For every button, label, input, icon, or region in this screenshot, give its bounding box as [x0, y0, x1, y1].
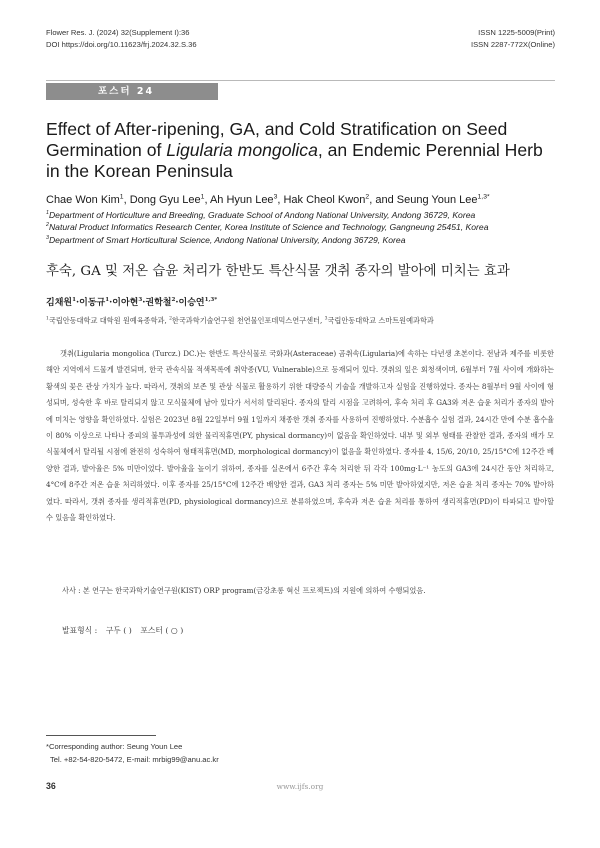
issn-header	[471, 27, 555, 51]
author-superscript: 3	[273, 193, 278, 201]
corresponding-author: *Corresponding author: Seung Youn Lee	[46, 742, 183, 751]
korean-affiliation-list	[46, 315, 566, 327]
author-superscript: 2	[365, 193, 370, 201]
affiliation-text: Department of Horticulture and Breeding, Graduate School of Andong National University, Andong 36729, Korea	[48, 210, 476, 220]
page-number: 36	[46, 781, 56, 791]
author-list	[46, 193, 560, 207]
journal-citation: Flower Res. J. (2024) 32(Supplement I):36	[46, 28, 190, 37]
korean-affiliation-superscript: 1	[46, 316, 49, 322]
korean-author-name: 김채원	[46, 298, 73, 308]
format-label: 발표형식 :	[62, 626, 98, 635]
korean-author-superscript: 1	[72, 297, 76, 303]
author-superscript: 1	[119, 193, 124, 201]
affiliation-text: Natural Product Informatics Research Center, Korea Institute of Science and Technology, Gangneung 25451, Korea	[48, 222, 489, 233]
acknowledgement: 사사 : 본 연구는 한국과학기술연구원(KIST) ORP program(금강초롱 혁신 프로젝트)의 지원에 의하여 수행되었음.	[62, 586, 426, 595]
author-separator: ,	[204, 194, 210, 206]
korean-author-separator: ·	[142, 298, 146, 308]
korean-author-separator: ·	[75, 298, 80, 308]
korean-author-name: 권학철	[145, 298, 172, 308]
korean-author-name: 이동규	[79, 298, 106, 308]
korean-author-list	[46, 296, 560, 310]
poster-badge: 포스터 24	[46, 83, 218, 100]
contact-info: Tel. +82-54-820-5472, E-mail: mrbig99@anu.ac.kr	[50, 755, 219, 764]
format-oral: 구두 ( )	[105, 626, 132, 635]
korean-author-separator: ·	[175, 298, 179, 308]
author-name: Seung Youn Lee	[396, 194, 478, 206]
affiliation-text: Department of Smart Horticultural Science, Andong National University, Andong 36729, Korea	[48, 234, 406, 245]
species-name: Ligularia mongolica	[166, 140, 318, 160]
affiliation-superscript: 2	[46, 222, 49, 229]
affiliation-line	[46, 234, 560, 246]
affiliation-superscript: 1	[46, 210, 49, 217]
affiliation-line	[46, 221, 560, 233]
author-name: Dong Gyu Lee	[129, 194, 201, 206]
author-name: Ah Hyun Lee	[209, 194, 274, 206]
abstract-body	[46, 346, 554, 526]
korean-author-superscript: 1,3*	[204, 297, 218, 303]
doi-line: DOI https://doi.org/10.11623/frj.2024.32.S.36	[46, 40, 197, 49]
footnote-divider	[46, 735, 156, 736]
journal-website: www.ijfs.org	[276, 782, 324, 791]
korean-affiliation-superscript: 3	[324, 316, 328, 322]
korean-author-separator: ·	[109, 298, 113, 308]
abstract-paragraph: 갯취(Ligularia mongolica (Turcz.) DC.)는 한반도 특산식물로 국화과(Asteraceae) 곰취속(Ligularia)에 속하는 다년생 초본이다. 전남과 제주를 비롯한 해안 지역에서 드물게 발견되며, 한국 관속식물 적색목록에 취약종(VU, Vulnerable)으로 등재되어 있다. 갯취의 잎은 회청색이며, 6월부터 7월 사이에 개화하는 황색의 꽃은 관상 가치가 높다. 따라서, 갯취의 보존 및 관상 식물로 활용하기 위한 대량증식 기술을 개발하고자 실험을 진행하였다. 종자는 8월부터 9월 사이에 형성되며, 성숙한 후 바로 탈리되지 않고 모식물체에 남아 있다가 서서히 탈리된다. 종자의 탈리 시점을 고려하여, 후숙 처리 후 GA3와 저온 습윤 처리가 종자의 발아에 미치는 영향을 확인하였다. 실험은 2023년 8월 22일부터 9월 1일까지 채종한 갯취 종자를 사용하여 진행하였다. 수분흡수 실험 결과, 24시간 만에 수분 흡수율이 80% 이상으로 나타나 종피의 불투과성에 의한 물리적휴면(PY, physical dormancy)이 없음을 확인하였다. 내부 및 외부 형태를 관찰한 결과, 종자의 배가 모식물체에서 탈리될 시점에 완전히 성숙하여 형태적휴면(MD, morphological dormancy)이 없음을 확인하였다. 종자를 4, 15/6, 20/10, 25/15°C에 12주간 배양한 결과, 발아율은 5% 미만이었다. 발아율을 높이기 위하여, 종자를 실온에서 6주간 후숙 처리한 뒤 각각 100mg·L⁻¹ 농도의 GA3에 24시간 동안 처리하고, 4°C에 8주간 저온 습윤 처리하였다. 이후 종자를 25/15°C에 12주간 배양한 결과, GA3 처리 종자는 5% 미만 발아하였지만, 저온 습윤 처리 종자는 70% 발아하였다. 따라서, 갯취 종자를 생리적휴면(PD, physiological dormancy)으로 분류하였으며, 후숙과 저온 습윤 처리를 통하여 생리적휴면(PD)이 타파되고 발아할 수 있음을 확인하였다.	[46, 349, 554, 523]
paper-title: Effect of After-ripening, GA, and Cold Stratification on Seed Germination of Ligularia mongolica, an Endemic Perennial Herb in the Korean Peninsula	[46, 119, 543, 181]
author-name: Hak Cheol Kwon	[283, 194, 366, 206]
author-superscript: 1	[200, 193, 205, 201]
author-name: Chae Won Kim	[46, 194, 120, 206]
korean-affiliation-text: 국립안동대학교 스마트원예과학과	[327, 316, 434, 325]
korean-title: 후숙, GA 및 저온 습윤 처리가 한반도 특산식물 갯취 종자의 발아에 미치는 효과	[46, 264, 510, 279]
issn-online: ISSN 2287-772X(Online)	[471, 40, 555, 49]
affiliation-list	[46, 209, 560, 246]
presentation-format	[62, 624, 189, 638]
author-separator: ,	[123, 194, 130, 206]
header-divider	[46, 80, 555, 81]
korean-author-superscript: 1	[105, 297, 110, 303]
korean-author-name: 이아현	[112, 298, 139, 308]
journal-header	[46, 27, 197, 51]
author-separator: ,	[277, 194, 284, 206]
issn-print: ISSN 1225-5009(Print)	[478, 28, 555, 37]
affiliation-line	[46, 209, 560, 221]
korean-affiliation-text: 한국과학기술연구원 천연물인포데믹스연구센터,	[171, 316, 325, 325]
korean-author-superscript: 2	[171, 297, 176, 303]
korean-affiliation-text: 국립안동대학교 대학원 원예육종학과,	[48, 316, 170, 325]
korean-author-name: 이승연	[178, 298, 205, 308]
format-poster: 포스터 ( ○ )	[140, 626, 184, 635]
author-separator: , and	[369, 194, 397, 206]
author-superscript: 1,3*	[477, 193, 490, 201]
korean-author-superscript: 3	[138, 297, 143, 303]
korean-affiliation-superscript: 2	[169, 316, 172, 322]
affiliation-superscript: 3	[46, 234, 49, 241]
